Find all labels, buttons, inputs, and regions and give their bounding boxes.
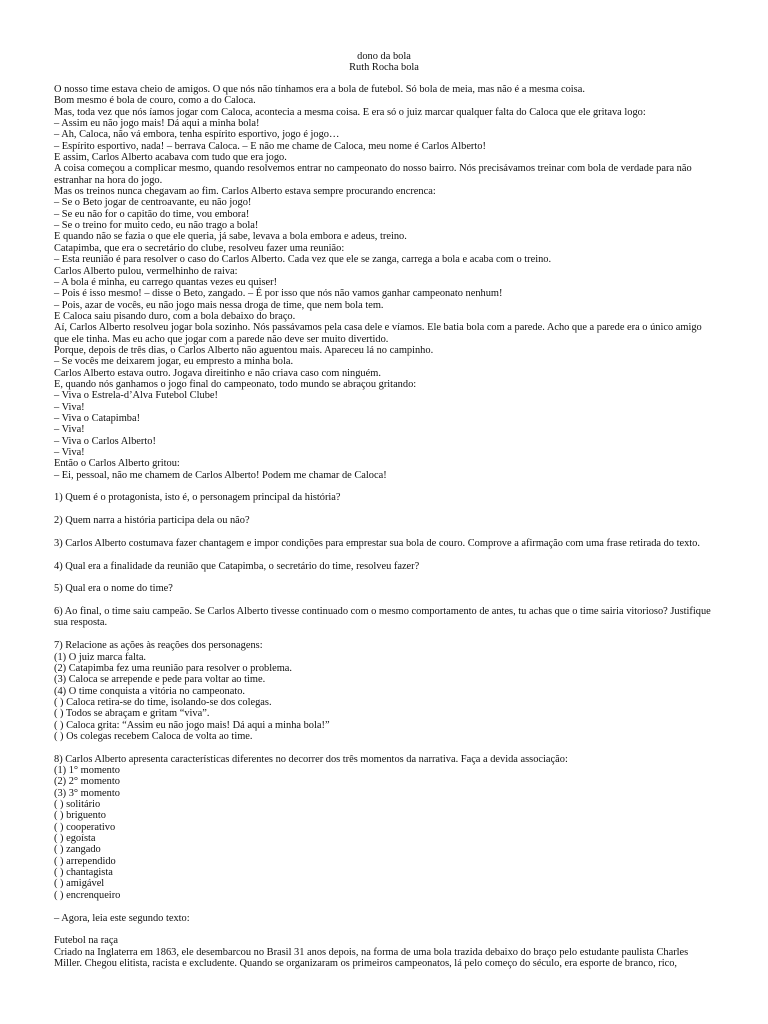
story-paragraph: – Assim eu não jogo mais! Dá aqui a minha bola!	[54, 118, 260, 130]
story-paragraph: – Se eu não for o capitão do time, vou embora!	[54, 208, 250, 220]
question-block	[54, 515, 714, 526]
story-paragraph: – Se vocês me deixarem jogar, eu empresto a minha bola.	[54, 356, 294, 368]
question-option: (2) Catapimba fez uma reunião para resolver o problema.	[54, 662, 293, 674]
story-paragraph: Bom mesmo é bola de couro, como a do Caloca.	[54, 95, 256, 107]
question-option: ( ) Caloca retira-se do time, isolando-se dos colegas.	[54, 696, 272, 708]
story-paragraph: Catapimba, que era o secretário do clube, resolveu fazer uma reunião:	[54, 242, 345, 254]
question-text: 2) Quem narra a história participa dela ou não?	[54, 515, 250, 527]
document-author: Ruth Rocha bola	[349, 62, 419, 74]
question-block	[54, 492, 714, 503]
spacer	[54, 742, 714, 753]
story-paragraph: E quando não se fazia o que ele queria, já sabe, levava a bola embora e adeus, treino.	[54, 231, 407, 243]
question-option: ( ) chantagista	[54, 867, 113, 879]
question-text: 3) Carlos Alberto costumava fazer chantagem e impor condições para emprestar sua bola de couro. Comprove a afirmação com uma frase retirada do texto.	[54, 537, 700, 549]
question-option: (4) O time conquista a vitória no campeonato.	[54, 685, 246, 697]
story-paragraph: – Pois, azar de vocês, eu não jogo mais nessa droga de time, que nem bola tem.	[54, 299, 384, 311]
story-paragraph: – Espírito esportivo, nada! – berrava Caloca. – E não me chame de Caloca, meu nome é Carlos Alberto!	[54, 140, 486, 152]
story-paragraph: Carlos Alberto estava outro. Jogava direitinho e não criava caso com ninguém.	[54, 367, 381, 379]
question-option: ( ) Os colegas recebem Caloca de volta ao time.	[54, 730, 253, 742]
question-option: ( ) zangado	[54, 844, 101, 856]
question-option: (2) 2° momento	[54, 776, 120, 788]
story-paragraph: A coisa começou a complicar mesmo, quando resolvemos entrar no campeonato do nosso bairro. Nós precisávamos treinar com bola de verdade para não estranhar na hora do jogo.	[54, 163, 692, 186]
question-option: ( ) solitário	[54, 799, 101, 811]
question-option: (3) Caloca se arrepende e pede para voltar ao time.	[54, 674, 266, 686]
question-block	[54, 754, 714, 901]
document-body	[54, 84, 714, 969]
question-option: ( ) Caloca grita: “Assim eu não jogo mais! Dá aqui a minha bola!”	[54, 719, 330, 731]
question-block	[54, 913, 714, 924]
spacer	[54, 481, 714, 492]
story-paragraph: E assim, Carlos Alberto acabava com tudo que era jogo.	[54, 152, 287, 164]
question-option: ( ) cooperativo	[54, 821, 116, 833]
question-option: ( ) egoísta	[54, 833, 96, 845]
question-block	[54, 606, 714, 629]
question-option: ( ) Todos se abraçam e gritam “viva”.	[54, 708, 210, 720]
story-paragraph: – Viva o Estrela-d’Alva Futebol Clube!	[54, 390, 218, 402]
spacer	[54, 504, 714, 515]
question-option: (3) 3° momento	[54, 787, 120, 799]
question-option: (1) O juiz marca falta.	[54, 651, 147, 663]
questions-section	[54, 492, 714, 935]
question-text: 7) Relacione as ações às reações dos personagens:	[54, 640, 263, 652]
question-block	[54, 561, 714, 572]
story-paragraph: – Ei, pessoal, não me chamem de Carlos Alberto! Podem me chamar de Caloca!	[54, 469, 387, 481]
question-text: 8) Carlos Alberto apresenta características diferentes no decorrer dos três momentos da narrativa. Faça a devida associação:	[54, 753, 568, 765]
story-paragraph: E, quando nós ganhamos o jogo final do campeonato, todo mundo se abraçou gritando:	[54, 378, 417, 390]
story-paragraph: Porque, depois de três dias, o Carlos Alberto não aguentou mais. Apareceu lá no campinho.	[54, 344, 434, 356]
story-paragraph: – Se o Beto jogar de centroavante, eu não jogo!	[54, 197, 252, 209]
story-paragraph: – A bola é minha, eu carrego quantas vezes eu quiser!	[54, 276, 278, 288]
question-text: 6) Ao final, o time saiu campeão. Se Carlos Alberto tivesse continuado com o mesmo comportamento de antes, tu achas que o time sairia vitorioso? Justifique sua resposta.	[54, 606, 711, 629]
story-paragraph: Então o Carlos Alberto gritou:	[54, 458, 180, 470]
question-text: 1) Quem é o protagonista, isto é, o personagem principal da história?	[54, 492, 341, 504]
spacer	[54, 549, 714, 560]
story-paragraph: – Viva o Catapimba!	[54, 412, 141, 424]
story-paragraph: – Se o treino for muito cedo, eu não trago a bola!	[54, 220, 259, 232]
document-header	[0, 51, 768, 74]
question-text: – Agora, leia este segundo texto:	[54, 912, 190, 924]
story-text	[54, 84, 714, 481]
story-paragraph: Mas, toda vez que nós íamos jogar com Caloca, acontecia a mesma coisa. E era só o juiz marcar qualquer falta do Caloca que ele gritava logo:	[54, 106, 646, 118]
question-block	[54, 583, 714, 594]
story-paragraph: – Esta reunião é para resolver o caso do Carlos Alberto. Cada vez que ele se zanga, carrega a bola e acaba com o treino.	[54, 254, 552, 266]
story-paragraph: O nosso time estava cheio de amigos. O que nós não tínhamos era a bola de futebol. Só bola de meia, mas não é a mesma coisa.	[54, 84, 585, 95]
story-paragraph: Carlos Alberto pulou, vermelhinho de raiva:	[54, 265, 238, 277]
story-paragraph: – Ah, Caloca, não vá embora, tenha espírito esportivo, jogo é jogo…	[54, 129, 340, 141]
spacer	[54, 572, 714, 583]
story-paragraph: – Viva!	[54, 401, 85, 413]
spacer	[54, 527, 714, 538]
question-block	[54, 640, 714, 742]
story-paragraph: Aí, Carlos Alberto resolveu jogar bola sozinho. Nós passávamos pela casa dele e víamos. Ele batia bola com a parede. Acho que a parede era o único amigo que ele tinha. Mas eu acho que jogar com a parede não deve ser muito divertido.	[54, 322, 702, 345]
spacer	[54, 629, 714, 640]
story-paragraph: – Viva!	[54, 447, 85, 458]
question-block	[54, 538, 714, 549]
document-title: dono da bola	[357, 51, 411, 62]
spacer	[54, 901, 714, 912]
story-paragraph: – Pois é isso mesmo! – disse o Beto, zangado. – É por isso que nós não vamos ganhar campeonato nenhum!	[54, 288, 503, 300]
story-paragraph: – Viva o Carlos Alberto!	[54, 435, 156, 447]
question-option: ( ) arrependido	[54, 855, 116, 867]
second-text-body: Criado na Inglaterra em 1863, ele desembarcou no Brasil 31 anos depois, na forma de uma bola trazida debaixo do braço pelo estudante paulista Charles Miller. Chegou elitista, racista e excludente. Quando se organizaram os primeiros campeonatos, lá pelo começo do século, era esporte de branco, rico,	[54, 946, 689, 969]
second-text-title: Futebol na raça	[54, 935, 119, 947]
question-text: 5) Qual era o nome do time?	[54, 583, 173, 595]
spacer	[54, 595, 714, 606]
story-paragraph: Mas os treinos nunca chegavam ao fim. Carlos Alberto estava sempre procurando encrenca:	[54, 186, 436, 198]
spacer	[54, 924, 714, 935]
question-text: 4) Qual era a finalidade da reunião que Catapimba, o secretário do time, resolveu fazer?	[54, 560, 420, 572]
story-paragraph: E Caloca saiu pisando duro, com a bola debaixo do braço.	[54, 310, 296, 322]
story-paragraph: – Viva!	[54, 424, 85, 436]
question-option: (1) 1° momento	[54, 765, 120, 776]
question-option: ( ) briguento	[54, 810, 106, 822]
question-option: ( ) amigável	[54, 878, 105, 890]
question-option: ( ) encrenqueiro	[54, 889, 121, 901]
